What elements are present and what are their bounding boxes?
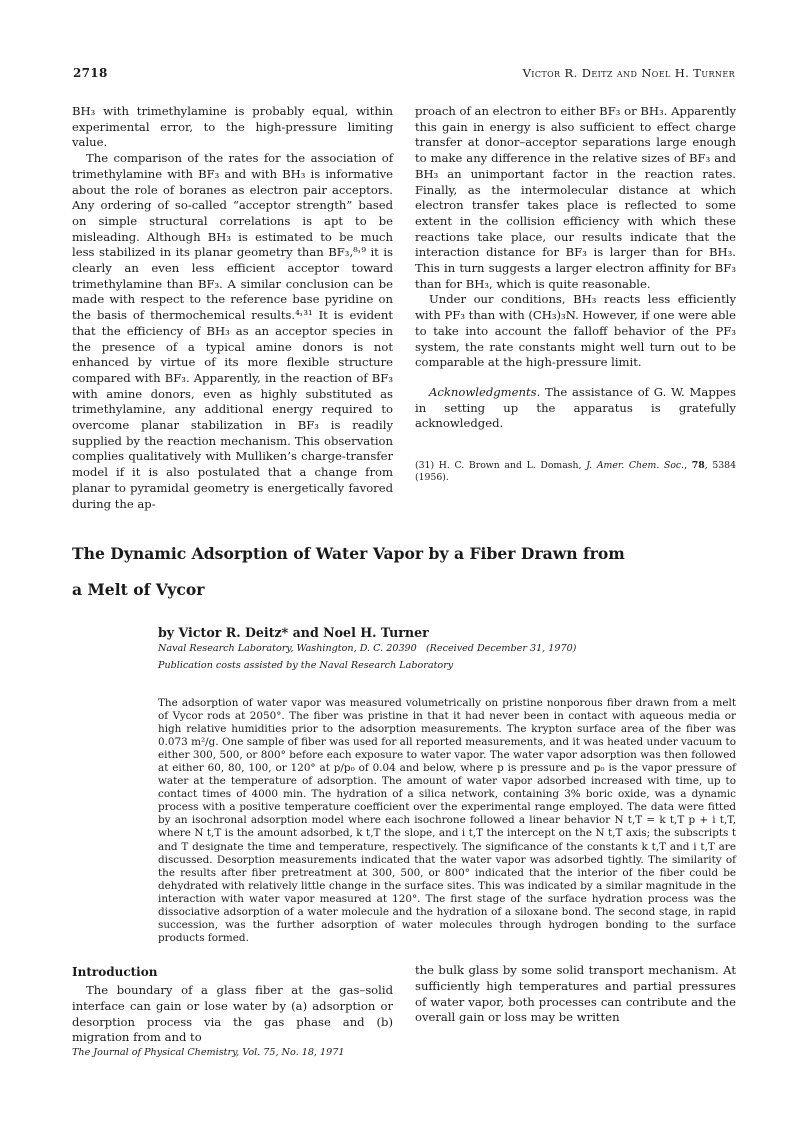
footnote-journal: J. Amer. Chem. Soc.	[586, 460, 685, 471]
introduction-right-text: the bulk glass by some solid transport mechanism. At sufficiently high temperatures and partial pressures of water vapor, both processes can contribute and the overall gain or loss may be written	[415, 963, 736, 1025]
publication-note: Publication costs assisted by the Naval Research Laboratory	[158, 660, 454, 671]
acknowledgments-label: Acknowledgments.	[429, 384, 541, 399]
article-title: The Dynamic Adsorption of Water Vapor by a Fiber Drawn from a Melt of Vycor	[72, 544, 625, 599]
introduction-heading: Introduction	[72, 965, 158, 979]
affiliation-line	[158, 643, 576, 654]
left-paragraph-2: The comparison of the rates for the association of trimethylamine with BF₃ and with BH₃ is informative about the role of boranes as electron pair acceptors. Any ordering of so-called “acceptor strength” based on simple structural correlations is apt to be misleading. Although BH₃ is estimated to be much less stabilized in its planar geometry than BF₃,⁸˒⁹ it is clearly an even less efficient acceptor toward trimethylamine than BF₃. A similar conclusion can be made with respect to the reference base pyridine on the basis of thermochemical results.⁴˒³¹ It is evident that the efficiency of BH₃ as an acceptor species in the presence of a typical amine donors is not enhanced by virtue of its more flexible structure compared with BF₃. Apparently, in the reaction of BF₃ with amine donors, even as highly substituted as trimethylamine, any additional energy required to overcome planar stabilization in BF₃ is readily supplied by the reaction mechanism. This observation complies qualitatively with Mulliken’s charge-transfer model if it is also postulated that a change from planar to pyramidal geometry is energetically favored during the ap-	[72, 151, 393, 511]
affiliation: Naval Research Laboratory, Washington, D. C. 20390	[158, 643, 417, 654]
right-column	[415, 104, 736, 432]
received-date: (Received December 31, 1970)	[425, 643, 577, 654]
running-head: Victor R. Deitz and Noel H. Turner	[522, 66, 735, 80]
page-number: 2718	[73, 66, 108, 80]
abstract: The adsorption of water vapor was measured volumetrically on pristine nonporous fiber drawn from a melt of Vycor rods at 2050°. The fiber was pristine in that it had never been in contact with aqueous media or high relative humidities prior to the adsorption measurements. The krypton surface area of the fiber was 0.073 m²/g. One sample of fiber was used for all reported measurements, and it was heated under vacuum to either 300, 500, or 800° before each exposure to water vapor. The water vapor adsorption was then followed at either 60, 80, 100, or 120° at p/p₀ of 0.04 and below, where p is pressure and p₀ is the vapor pressure of water at the temperature of adsorption. The amount of water vapor adsorbed increased with time, up to contact times of 4000 min. The hydration of a silica network, containing 3% boric oxide, was a dynamic process with a positive temperature coefficient over the experimental range employed. The data were fitted by an isochronal adsorption model where each isochrone followed a linear behavior N t,T = k t,T p + i t,T, where N t,T is the amount adsorbed, k t,T the slope, and i t,T the intercept on the N t,T axis; the subscripts t and T designate the time and temperature, respectively. The significance of the constants k t,T and i t,T are discussed. Desorption measurements indicated that the water vapor was adsorbed tightly. The similarity of the results after fiber pretreatment at 300, 500, or 800° indicated that the interior of the fiber could be dehydrated with relatively little change in the surface sites. This was indicated by a similar magnitude in the interaction with water vapor measured at 120°. The first stage of the surface hydration process was the dissociative adsorption of a water molecule and the hydration of a siloxane bond. The second stage, in rapid succession, was the further adsorption of water molecules through hydrogen bonding to the surface products formed.	[158, 697, 736, 944]
left-column	[72, 104, 393, 512]
acknowledgments	[415, 385, 736, 432]
footnote-separator: ,	[684, 460, 692, 471]
article-authors: by Victor R. Deitz* and Noel H. Turner	[158, 625, 429, 640]
footnote-volume: 78	[691, 460, 705, 471]
footnote-pages: , 5384 (1956).	[415, 460, 736, 484]
footnote-31	[415, 460, 736, 485]
journal-footer: The Journal of Physical Chemistry, Vol. 75, No. 18, 1971	[72, 1047, 345, 1058]
right-paragraph-1: proach of an electron to either BF₃ or BH₃. Apparently this gain in energy is also sufficient to effect charge transfer at donor–acceptor separations large enough to make any difference in the relative sizes of BF₃ and BH₃ an unimportant factor in the reaction rates. Finally, as the intermolecular distance at which electron transfer takes place is reflected to some extent in the collision efficiency with which these reactions take place, our results indicate that the interaction distance for BF₃ is larger than for BH₃. This in turn suggests a larger electron affinity for BF₃ than for BH₃, which is quite reasonable.	[415, 104, 736, 291]
right-paragraph-2: Under our conditions, BH₃ reacts less efficiently with PF₃ than with (CH₃)₃N. However, if one were able to take into account the falloff behavior of the PF₃ system, the rate constants might well turn out to be comparable at the high-pressure limit.	[415, 292, 736, 370]
introduction-left-text: The boundary of a glass fiber at the gas–solid interface can gain or lose water by (a) adsorption or desorption process via the gas phase and (b) migration from and to	[72, 983, 393, 1045]
footnote-authors: (31) H. C. Brown and L. Domash,	[415, 460, 587, 471]
left-paragraph-1: BH₃ with trimethylamine is probably equal, within experimental error, to the high-pressure limiting value.	[72, 104, 393, 150]
acknowledgments-text: The assistance of G. W. Mappes in setting up the apparatus is gratefully acknowledged.	[415, 384, 736, 431]
